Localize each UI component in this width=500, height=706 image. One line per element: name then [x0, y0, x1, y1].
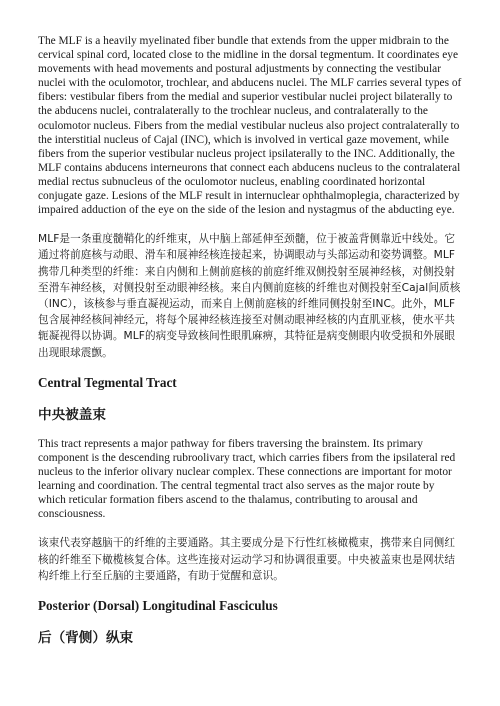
mlf-paragraph-en: The MLF is a heavily myelinated fiber bundle that extends from the upper midbrain to the cervical spinal cord, located close to the midline in the dorsal tegmentum. It coordinates eye movements with head movements and postural adjustments by connecting the vestibular nuclei with the oculomotor, trochlear, and abducens nuclei. The MLF carries several types of fibers: vestibular fibers from the medial and superior vestibular nuclei project bilaterally to the abducens nuclei, contralaterally to the trochlear nucleus, and contralaterally to the oculomotor nucleus. Fibers from the medial vestibular nucleus also project contralaterally to the interstitial nucleus of Cajal (INC), which is involved in vertical gaze movement, while fibers from the superior vestibular nucleus project ipsilaterally to the INC. Additionally, the MLF contains abducens interneurons that connect each abducens nucleus to the contralateral medial rectus subnucleus of the oculomotor nucleus, enabling coordinated horizontal conjugate gaze. Lesions of the MLF result in internuclear ophthalmoplegia, characterized by impaired adduction of the eye on the side of the lesion and nystagmus of the abducting eye. — [38, 35, 462, 217]
document-page — [38, 34, 464, 660]
mlf-paragraph-zh: MLF是一条重度髓鞘化的纤维束，从中脑上部延伸至颈髓，位于被盖背侧靠近中线处。它通过将前庭核与动眼、滑车和展神经核连接起来，协调眼动与头部运动和姿势调整。MLF携带几种类型的纤维：来自内侧和上侧前庭核的前庭纤维双侧投射至展神经核，对侧投射至滑车神经核，对侧投射至动眼神经核。来自内侧前庭核的纤维也对侧投射至Cajal间质核（INC），该核参与垂直凝视运动，而来自上侧前庭核的纤维同侧投射至INC。此外，MLF包含展神经核间神经元，将每个展神经核连接至对侧动眼神经核的内直肌亚核，使水平共轭凝视得以协调。MLF的病变导致核间性眼肌麻痹，其特征是病变侧眼内收受损和外展眼出现眼球震颤。 — [38, 233, 461, 359]
ctt-heading-zh: 中央被盖束 — [38, 406, 106, 423]
ctt-paragraph-en: This tract represents a major pathway for fibers traversing the brainstem. Its primary component is the descending rubroolivary tract, which carries fibers from the ipsilateral red nucleus to the inferior olivary nuclear complex. These connections are important for motor learning and coordination. The central tegmental tract also serves as the major route by which reticular formation fibers ascend to the thalamus, contributing to arousal and consciousness. — [38, 437, 456, 521]
ctt-paragraph-zh: 该束代表穿越脑干的纤维的主要通路。其主要成分是下行性红核橄榄束，携带来自同侧红核的纤维至下橄榄核复合体。这些连接对运动学习和协调很重要。中央被盖束也是网状结构纤维上行至丘脑的主要通路，有助于觉醒和意识。 — [38, 537, 456, 582]
pdlf-heading-en: Posterior (Dorsal) Longitudinal Fasciculus — [38, 598, 278, 614]
pdlf-heading-zh: 后（背侧）纵束 — [38, 630, 134, 647]
ctt-heading-en: Central Tegmental Tract — [38, 374, 177, 390]
